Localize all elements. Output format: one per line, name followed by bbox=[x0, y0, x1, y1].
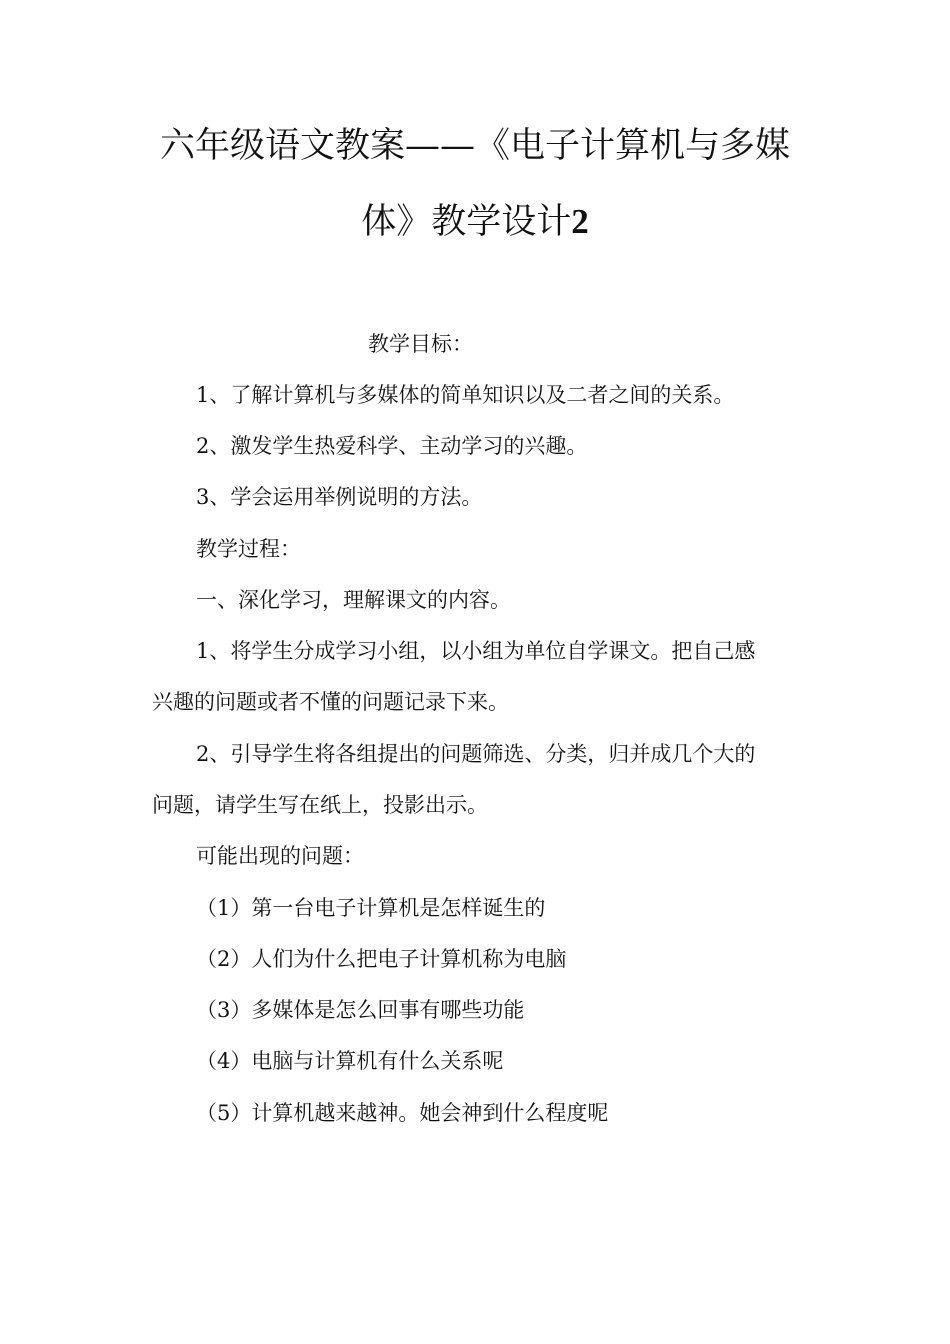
document-title-line-2 bbox=[140, 202, 810, 242]
objective-item: 1、了解计算机与多媒体的简单知识以及二者之间的关系。 bbox=[196, 383, 735, 407]
title-text: 体》教学设计 bbox=[361, 202, 572, 242]
paragraph-line: 2、引导学生将各组提出的问题筛选、分类，归并成几个大的 bbox=[196, 742, 756, 766]
question-item: （1）第一台电子计算机是怎样诞生的 bbox=[196, 896, 546, 920]
possible-questions-heading: 可能出现的问题： bbox=[196, 844, 364, 868]
objective-item: 2、激发学生热爱科学、主动学习的兴趣。 bbox=[196, 434, 588, 458]
document-title-line-1: 六年级语文教案——《电子计算机与多媒 bbox=[159, 126, 790, 166]
title-number: 2 bbox=[571, 202, 589, 241]
objective-item: 3、学会运用举例说明的方法。 bbox=[196, 485, 483, 509]
question-item: （5）计算机越来越神。她会神到什么程度呢 bbox=[196, 1101, 609, 1125]
paragraph-line: 1、将学生分成学习小组，以小组为单位自学课文。把自己感 bbox=[196, 639, 756, 663]
paragraph-line: 问题，请学生写在纸上，投影出示。 bbox=[152, 793, 488, 817]
objectives-heading: 教学目标： bbox=[368, 332, 473, 356]
question-item: （2）人们为什么把电子计算机称为电脑 bbox=[196, 947, 567, 971]
section-heading: 一、深化学习，理解课文的内容。 bbox=[196, 588, 511, 612]
question-item: （3）多媒体是怎么回事有哪些功能 bbox=[196, 998, 525, 1022]
paragraph-line: 兴趣的问题或者不懂的问题记录下来。 bbox=[152, 690, 509, 714]
question-item: （4）电脑与计算机有什么关系呢 bbox=[196, 1049, 504, 1073]
process-heading: 教学过程： bbox=[196, 537, 301, 561]
